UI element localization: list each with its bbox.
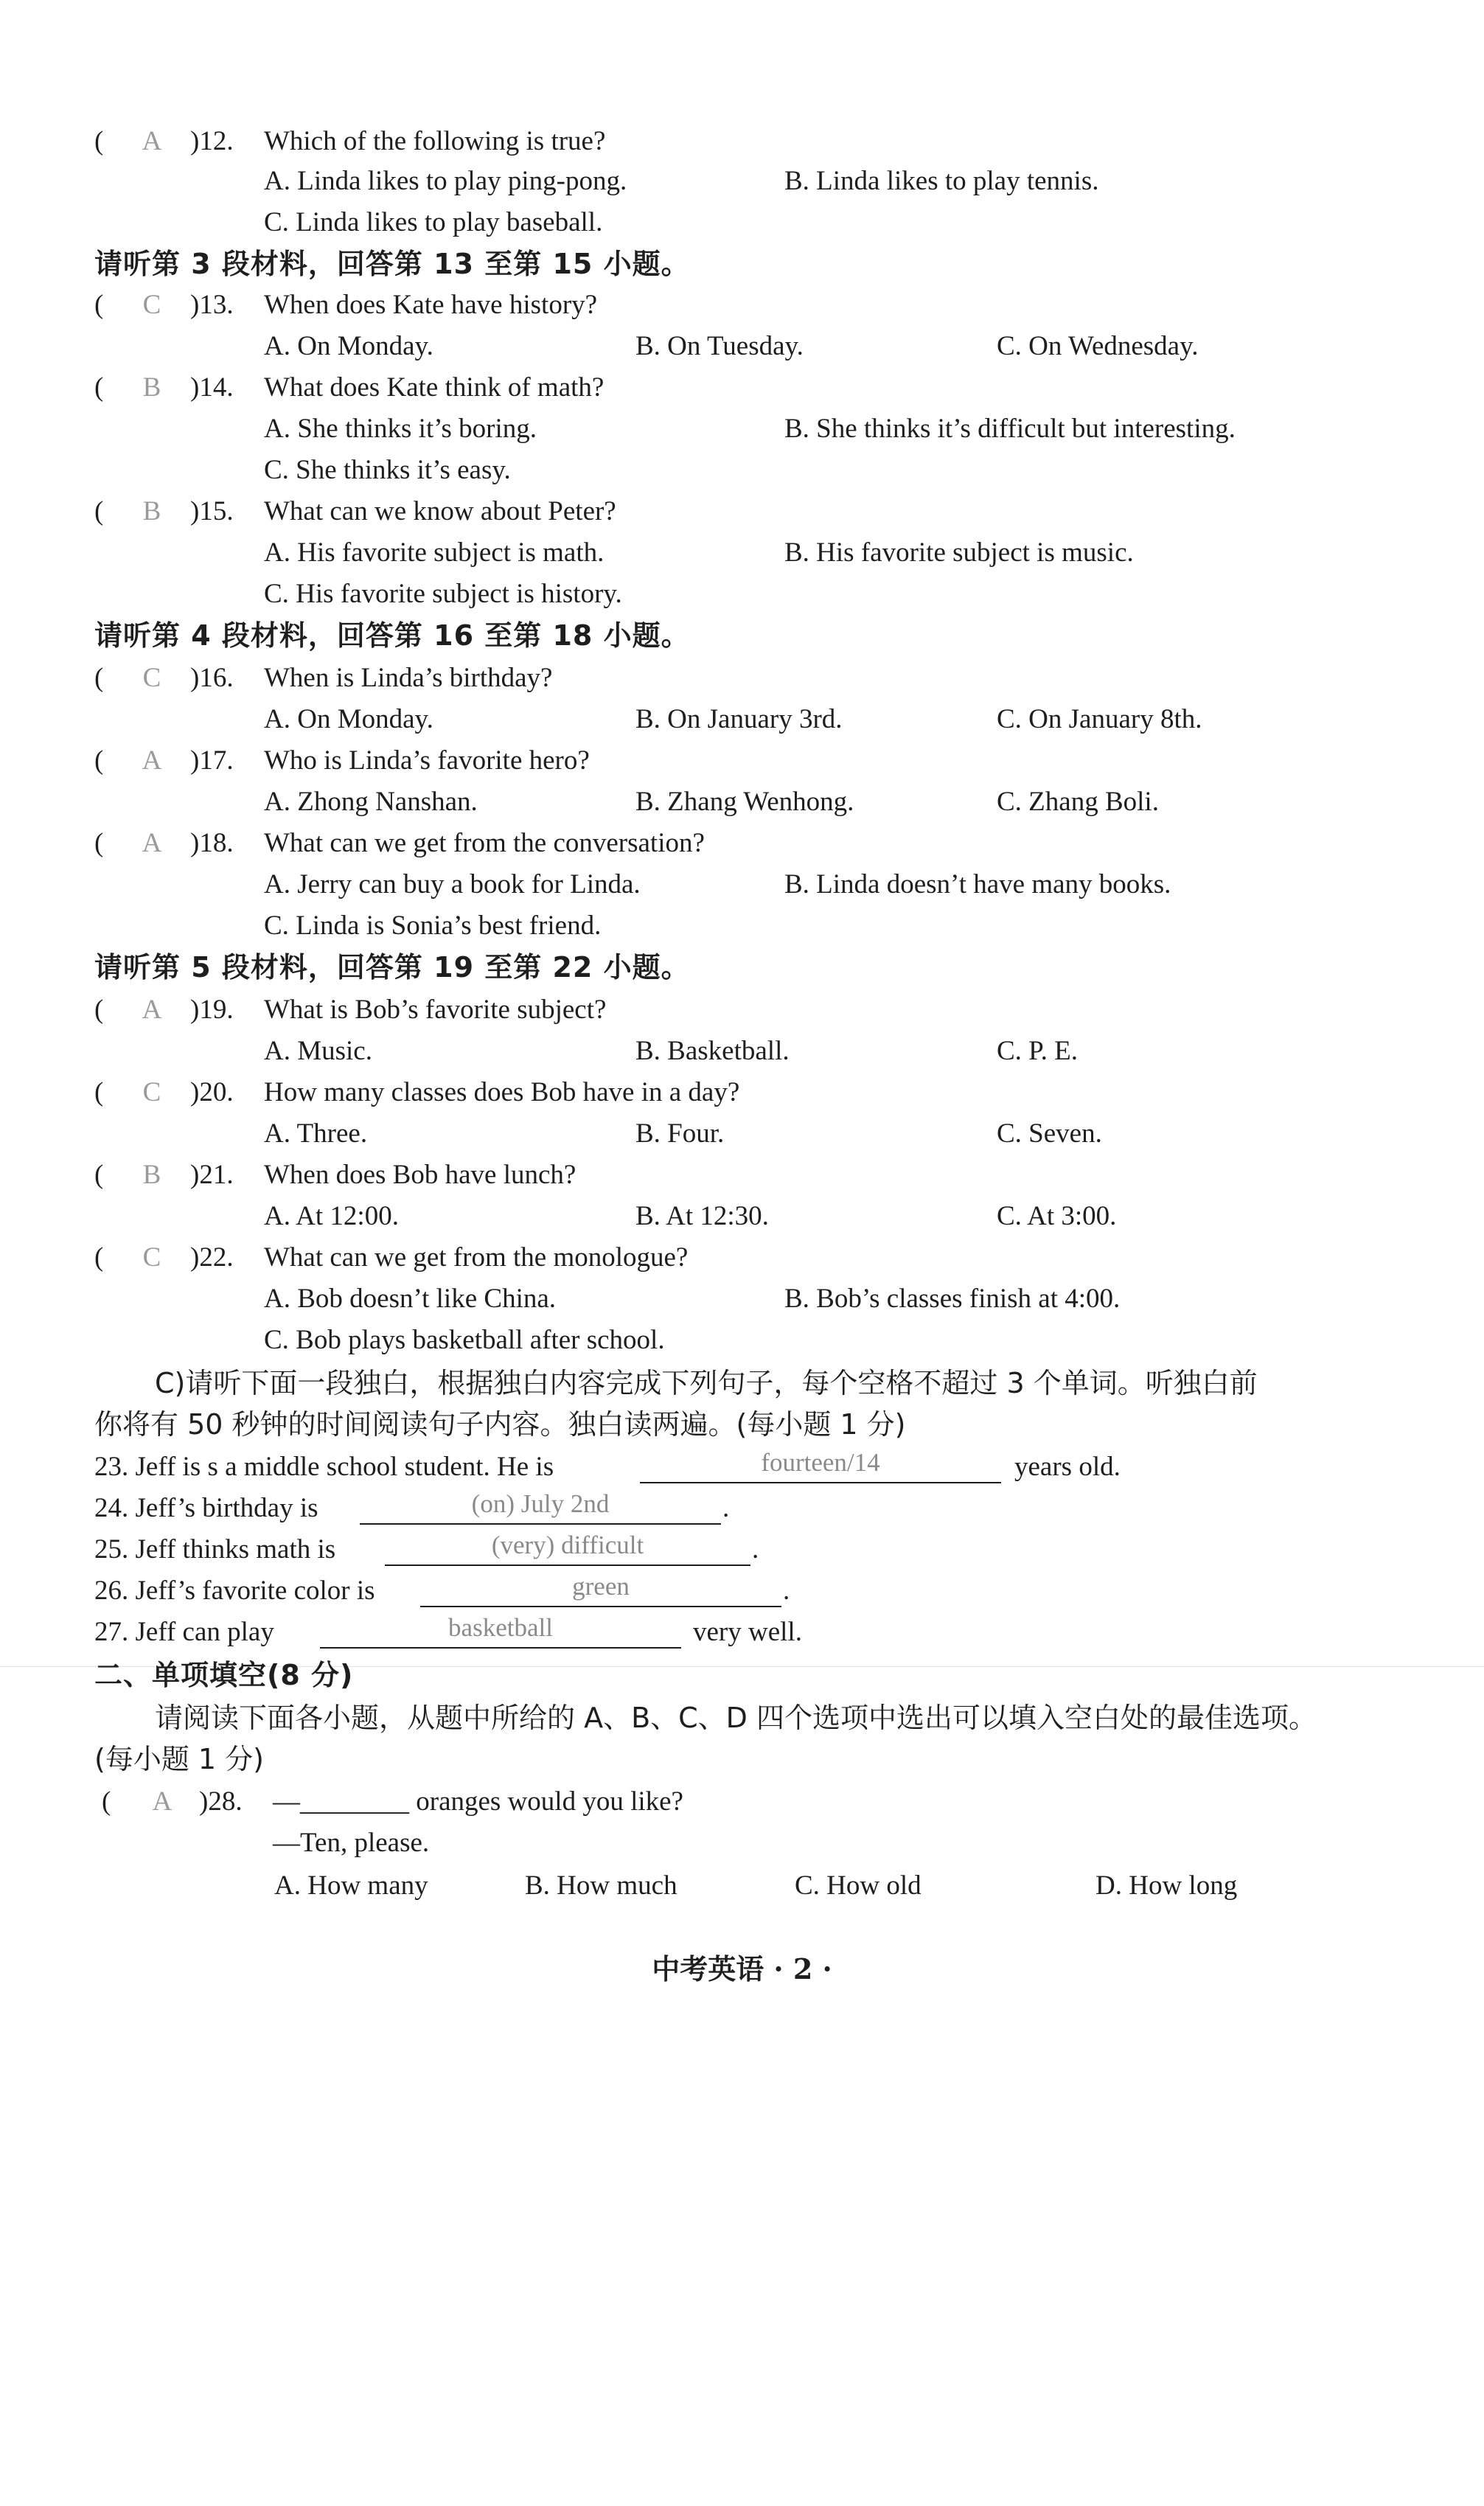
question-text: Which of the following is true? <box>264 126 606 156</box>
question-28 <box>0 1781 1484 1823</box>
answer-mark: C <box>142 663 161 693</box>
answer-mark: A <box>152 1786 173 1817</box>
option-c: C. P. E. <box>997 1036 1079 1066</box>
option-a: A. Zhong Nanshan. <box>264 787 478 817</box>
option-b: B. How much <box>525 1870 677 1901</box>
part-c-instruction-2: 你将有 50 秒钟的时间阅读句子内容。独白读两遍。(每小题 1 分) <box>94 1408 906 1441</box>
fill-text: 24. Jeff’s birthday is <box>94 1493 318 1523</box>
answer-mark: B <box>142 1160 161 1190</box>
answer-mark: A <box>142 745 162 776</box>
section-header-row <box>0 947 1484 988</box>
open-paren: ( <box>94 745 104 776</box>
options-row <box>0 864 1484 905</box>
option-a: A. Music. <box>264 1036 372 1066</box>
fill-text-after: . <box>722 1493 730 1523</box>
question-number: )20. <box>190 1077 234 1107</box>
fill-text: 26. Jeff’s favorite color is <box>94 1576 375 1606</box>
option-b: B. On January 3rd. <box>635 704 843 734</box>
open-paren: ( <box>102 1786 111 1817</box>
option-a: A. Jerry can buy a book for Linda. <box>264 869 641 899</box>
option-c: C. How old <box>795 1870 922 1901</box>
answer-mark: A <box>142 995 162 1025</box>
option-c: C. Bob plays basketball after school. <box>264 1325 665 1355</box>
option-a: A. Three. <box>264 1118 368 1149</box>
options-row <box>0 532 1484 574</box>
open-paren: ( <box>94 828 104 858</box>
fill-text-after: . <box>752 1534 759 1564</box>
fill-text-after: years old. <box>1014 1452 1121 1482</box>
fill-text: 27. Jeff can play <box>94 1617 274 1647</box>
section-header-row <box>0 243 1484 285</box>
options-row <box>0 1865 1484 1907</box>
option-b: B. At 12:30. <box>635 1201 769 1231</box>
section-header-5: 请听第 5 段材料，回答第 19 至第 22 小题。 <box>94 951 690 984</box>
question-text: What can we get from the monologue? <box>264 1242 689 1273</box>
question-20 <box>0 1072 1484 1113</box>
question-number: )17. <box>190 745 234 776</box>
question-number: )13. <box>190 290 234 320</box>
part-2-instruction-1: 请阅读下面各小题，从题中所给的 A、B、C、D 四个选项中选出可以填入空白处的最佳选项。 <box>155 1702 1317 1734</box>
options-row <box>0 450 1484 491</box>
option-a: A. She thinks it’s boring. <box>264 414 537 444</box>
section-header-3: 请听第 3 段材料，回答第 13 至第 15 小题。 <box>94 248 690 280</box>
question-21 <box>0 1155 1484 1196</box>
option-a: A. Linda likes to play ping-pong. <box>264 166 627 196</box>
open-paren: ( <box>94 1160 104 1190</box>
fill-text: 25. Jeff thinks math is <box>94 1534 336 1564</box>
question-number: )18. <box>190 828 234 858</box>
option-b: B. She thinks it’s difficult but interesting. <box>784 414 1236 444</box>
answer-mark: A <box>142 126 162 156</box>
question-number: )28. <box>199 1786 243 1817</box>
option-b: B. His favorite subject is music. <box>784 537 1134 568</box>
question-text: When is Linda’s birthday? <box>264 663 553 693</box>
options-row <box>0 1031 1484 1072</box>
options-row <box>0 1196 1484 1237</box>
question-text: What can we get from the conversation? <box>264 828 705 858</box>
dialogue-reply: —Ten, please. <box>273 1828 430 1858</box>
open-paren: ( <box>94 496 104 526</box>
part-2-instruction-2: (每小题 1 分) <box>94 1743 264 1775</box>
open-paren: ( <box>94 1242 104 1273</box>
option-c: C. On Wednesday. <box>997 331 1199 361</box>
option-a: A. On Monday. <box>264 331 433 361</box>
fill-23 <box>0 1447 1484 1488</box>
options-row <box>0 408 1484 450</box>
question-text: How many classes does Bob have in a day? <box>264 1077 740 1107</box>
options-row <box>0 699 1484 740</box>
question-number: )16. <box>190 663 234 693</box>
question-number: )22. <box>190 1242 234 1273</box>
answer-blank: (very) difficult <box>385 1529 750 1566</box>
open-paren: ( <box>94 995 104 1025</box>
option-c: C. His favorite subject is history. <box>264 579 622 609</box>
option-c: C. She thinks it’s easy. <box>264 455 511 485</box>
open-paren: ( <box>94 290 104 320</box>
answer-mark: C <box>142 1077 161 1107</box>
open-paren: ( <box>94 663 104 693</box>
fill-26 <box>0 1570 1484 1612</box>
options-row <box>0 202 1484 243</box>
fill-24 <box>0 1488 1484 1529</box>
question-text: —________ oranges would you like? <box>273 1786 683 1817</box>
question-22 <box>0 1237 1484 1278</box>
question-number: )21. <box>190 1160 234 1190</box>
option-c: C. Linda likes to play baseball. <box>264 207 603 237</box>
question-text: Who is Linda’s favorite hero? <box>264 745 590 776</box>
answer-mark: C <box>142 1242 161 1273</box>
reply-row <box>0 1823 1484 1864</box>
open-paren: ( <box>94 372 104 403</box>
option-a: A. Bob doesn’t like China. <box>264 1284 557 1314</box>
option-c: C. At 3:00. <box>997 1201 1117 1231</box>
option-c: C. Seven. <box>997 1118 1102 1149</box>
option-d: D. How long <box>1095 1870 1238 1901</box>
part-2-title: 二、单项填空(8 分) <box>94 1659 354 1691</box>
answer-mark: B <box>142 372 161 403</box>
part-c-instruction-1: C)请听下面一段独白，根据独白内容完成下列句子，每个空格不超过 3 个单词。听独白前 <box>155 1367 1258 1399</box>
option-a: A. His favorite subject is math. <box>264 537 605 568</box>
question-number: )12. <box>190 126 234 156</box>
option-b: B. Four. <box>635 1118 725 1149</box>
option-b: B. On Tuesday. <box>635 331 804 361</box>
option-c: C. On January 8th. <box>997 704 1202 734</box>
question-text: When does Bob have lunch? <box>264 1160 576 1190</box>
options-row <box>0 1320 1484 1361</box>
question-text: When does Kate have history? <box>264 290 598 320</box>
section-header-4: 请听第 4 段材料，回答第 16 至第 18 小题。 <box>94 619 690 652</box>
instruction-row <box>0 1697 1484 1738</box>
open-paren: ( <box>94 126 104 156</box>
fill-text-after: very well. <box>693 1617 802 1647</box>
answer-mark: C <box>142 290 161 320</box>
option-b: B. Bob’s classes finish at 4:00. <box>784 1284 1121 1314</box>
question-number: )15. <box>190 496 234 526</box>
fill-25 <box>0 1529 1484 1570</box>
option-a: A. How many <box>274 1870 428 1901</box>
option-b: B. Linda likes to play tennis. <box>784 166 1099 196</box>
instruction-row <box>0 1404 1484 1445</box>
question-12 <box>0 121 1484 162</box>
answer-blank: fourteen/14 <box>640 1447 1001 1483</box>
fill-text-after: . <box>783 1576 790 1606</box>
question-13 <box>0 285 1484 326</box>
open-paren: ( <box>94 1077 104 1107</box>
instruction-row <box>0 1738 1484 1780</box>
instruction-row <box>0 1362 1484 1404</box>
question-text: What can we know about Peter? <box>264 496 616 526</box>
question-14 <box>0 367 1484 408</box>
option-a: A. On Monday. <box>264 704 433 734</box>
question-16 <box>0 658 1484 699</box>
options-row <box>0 1113 1484 1155</box>
fill-text: 23. Jeff is s a middle school student. He is <box>94 1452 554 1482</box>
question-number: )14. <box>190 372 234 403</box>
answer-blank: basketball <box>320 1612 681 1649</box>
question-15 <box>0 491 1484 532</box>
option-c: C. Linda is Sonia’s best friend. <box>264 911 602 941</box>
options-row <box>0 905 1484 947</box>
answer-blank: green <box>420 1570 781 1607</box>
section-header-row <box>0 1654 1484 1696</box>
option-a: A. At 12:00. <box>264 1201 399 1231</box>
options-row <box>0 1278 1484 1320</box>
question-number: )19. <box>190 995 234 1025</box>
page-footer: 中考英语 · 2 · <box>652 1952 832 1985</box>
fill-27 <box>0 1612 1484 1653</box>
option-c: C. Zhang Boli. <box>997 787 1159 817</box>
options-row <box>0 574 1484 615</box>
option-b: B. Basketball. <box>635 1036 790 1066</box>
options-row <box>0 326 1484 367</box>
answer-mark: B <box>142 496 161 526</box>
question-18 <box>0 823 1484 864</box>
question-19 <box>0 989 1484 1031</box>
options-row <box>0 161 1484 202</box>
question-text: What does Kate think of math? <box>264 372 605 403</box>
answer-blank: (on) July 2nd <box>360 1488 721 1525</box>
question-text: What is Bob’s favorite subject? <box>264 995 607 1025</box>
answer-mark: A <box>142 828 162 858</box>
question-17 <box>0 740 1484 782</box>
option-b: B. Zhang Wenhong. <box>635 787 854 817</box>
options-row <box>0 782 1484 823</box>
option-b: B. Linda doesn’t have many books. <box>784 869 1171 899</box>
section-header-row <box>0 615 1484 656</box>
